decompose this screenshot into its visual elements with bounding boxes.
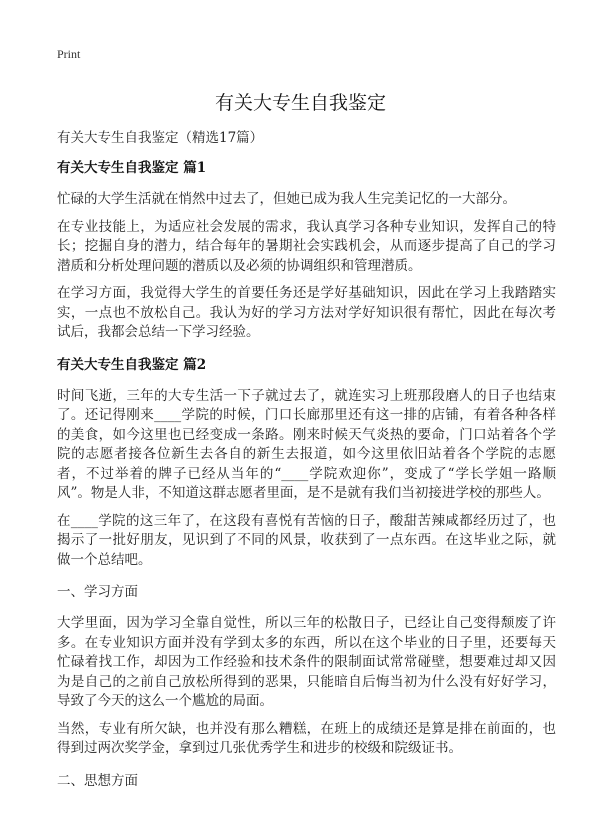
section-1 <box>57 158 556 343</box>
subsection-heading: 一、学习方面 <box>57 584 138 600</box>
paragraph: 大学里面，因为学习全靠自觉性，所以三年的松散日子，已经让自己变得颓废了许多。在专业知识方面并没有学到太多的东西，所以在这个毕业的日子里，还要每天忙碌着找工作，却因为工作经验和技术条件的限制面试常常碰壁，想要难过却又因为是自己的之前自己放松所得到的恶果，只能暗自后悔当初为什么没有好好学习，导致了今天的这么一个尴尬的局面。 <box>57 615 556 709</box>
paragraph: 忙碌的大学生活就在悄然中过去了，但她已成为我人生完美记忆的一大部分。 <box>57 191 516 207</box>
subsection-heading: 二、思想方面 <box>57 772 138 789</box>
paragraph: 在____学院的这三年了，在这段有喜悦有苦恼的日子，酸甜苦辣咸都经历过了，也揭示了一批好朋友，见识到了不同的风景，收获到了一点东西。在这毕业之际，就做一个总结吧。 <box>57 512 556 568</box>
section-heading: 有关大专生自我鉴定 篇1 <box>57 160 207 176</box>
paragraph: 时间飞逝，三年的大专生活一下子就过去了，就连实习上班那段磨人的日子也结束了。还记得刚来____学院的时候，门口长廊那里还有这一排的店铺，有着各种各样的美食，如今这里也已经变成一条路。刚来时候天气炎热的要命，门口站着各个学院的志愿者接各位新生去各自的新生去报道，如今这里依旧站着各个学院的志愿者，不过举着的牌子已经从当年的“____学院欢迎你”，变成了“学长学姐一路顺风”。物是人非，不知道这群志愿者里面，是不是就有我们当初接进学校的那些人。 <box>57 387 556 501</box>
paragraph: 当然，专业有所欠缺，也并没有那么糟糕，在班上的成绩还是算是排在前面的，也得到过两次奖学金，拿到过几张优秀学生和进步的校级和院级证书。 <box>57 720 556 756</box>
paragraph: 在专业技能上，为适应社会发展的需求，我认真学习各种专业知识，发挥自己的特长；挖掘自身的潜力，结合每年的暑期社会实践机会，从而逐步提高了自己的学习潜质和分析处理问题的潜质以及必须的协调组织和管理潜质。 <box>57 218 556 274</box>
document-title: 有关大专生自我鉴定 <box>214 92 386 114</box>
section-2 <box>57 355 556 571</box>
part-thought <box>57 771 556 791</box>
document-subtitle: 有关大专生自我鉴定（精选17篇） <box>57 130 264 146</box>
part-study <box>57 582 556 759</box>
print-link[interactable]: Print <box>57 47 81 61</box>
paragraph: 在学习方面，我觉得大学生的首要任务还是学好基础知识，因此在学习上我踏踏实实，一点也不放松自己。我认为好的学习方法对学好知识很有帮忙，因此在每次考试后，我都会总结一下学习经验。 <box>57 285 556 340</box>
section-heading: 有关大专生自我鉴定 篇2 <box>57 356 207 373</box>
